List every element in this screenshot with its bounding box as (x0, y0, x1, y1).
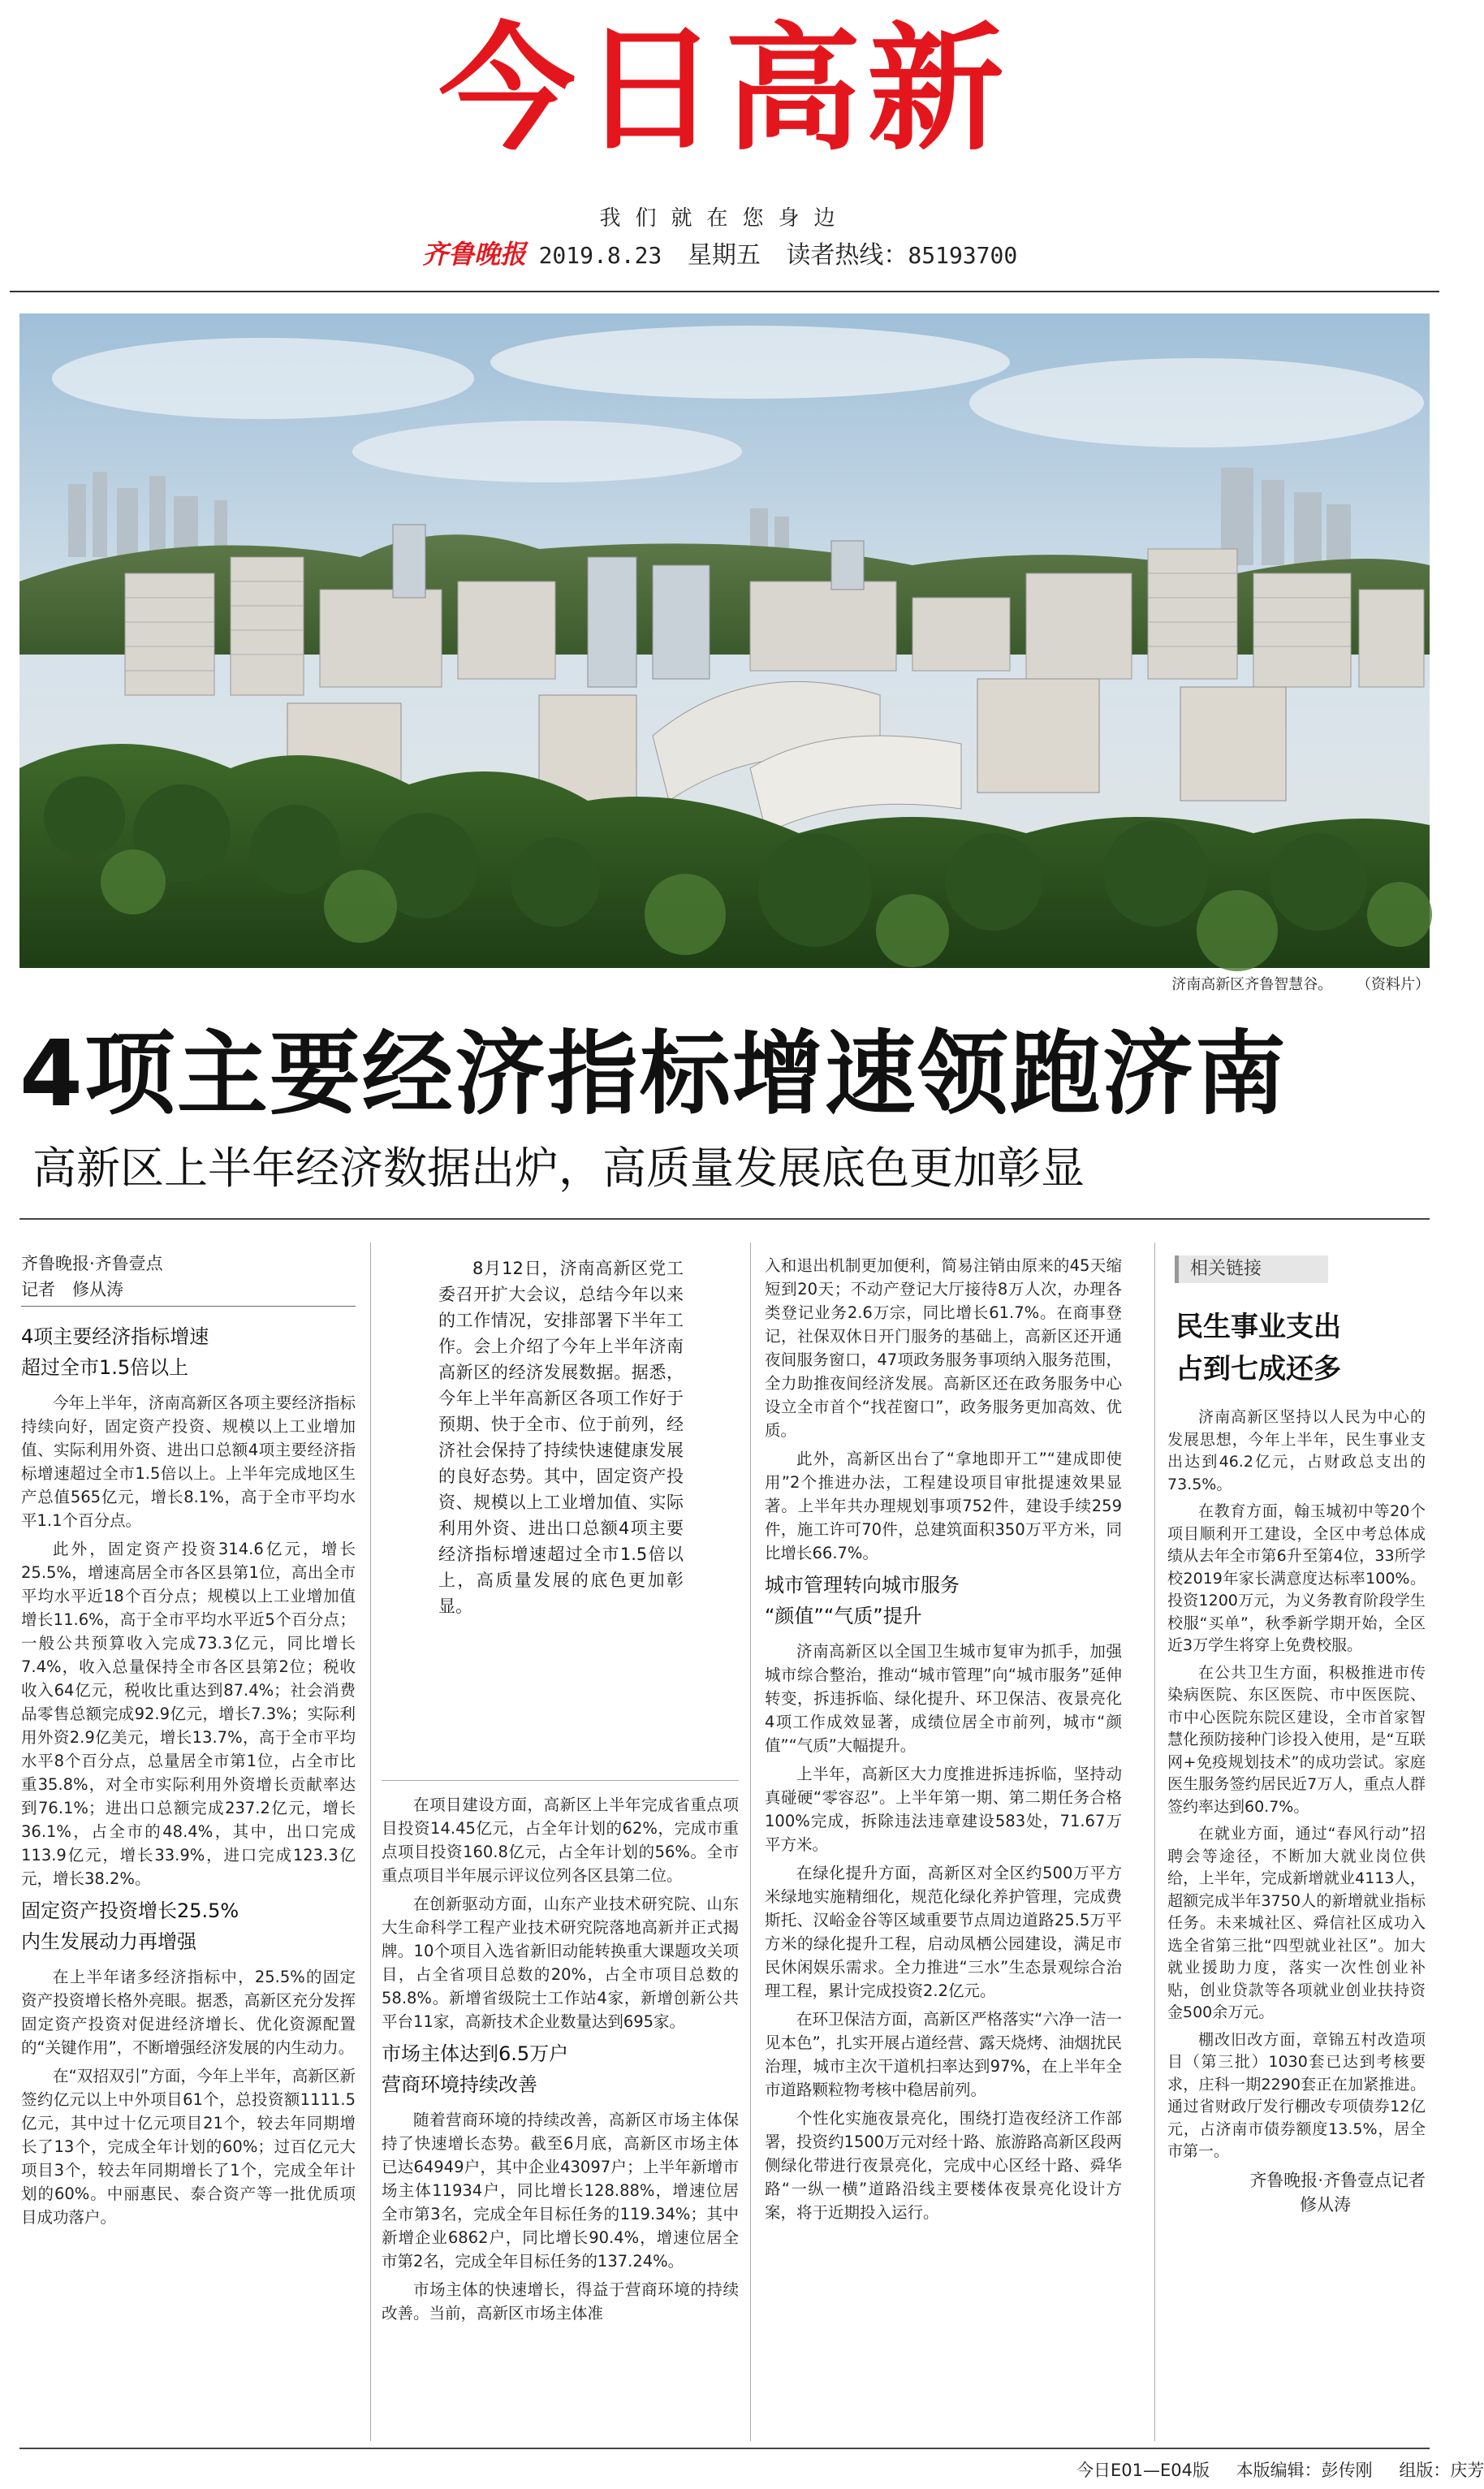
related-title (1176, 1306, 1419, 1390)
page-footer (1055, 2457, 1484, 2482)
photo-credit: （资料片） (1357, 976, 1430, 993)
masthead-divider (10, 291, 1439, 292)
column-divider (1154, 1242, 1155, 2441)
hotline-number: 85193700 (908, 242, 1018, 269)
paragraph: 棚改旧改方面，章锦五村改造项目（第三批）1030套已达到考核要求，庄科一期2290套正在加紧推进。通过省财政厅发行棚改专项债券12亿元，占济南市债券额度13.5%，居全市第一。 (1167, 2030, 1426, 2160)
photo-caption-text: 济南高新区齐鲁智慧谷。 (1171, 976, 1333, 993)
sub-headline: 高新区上半年经济数据出炉，高质量发展底色更加彰显 (32, 1143, 1085, 1194)
paragraph: 在教育方面，翰玉城初中等20个项目顺利开工建设，全区中考总体成绩从去年全市第6升至第4位，33所学校2019年家长满意度达标率100%。投资1200万元，为义务教育阶段学生校服“买单”，秋季新学期开始，全区近3万学生将穿上免费校服。 (1167, 1502, 1426, 1654)
signoff-source: 齐鲁晚报·齐鲁壹点记者 (1249, 2170, 1426, 2190)
paragraph: 今年上半年，济南高新区各项主要经济指标持续向好，固定资产投资、规模以上工业增加值、实际利用外资、进出口总额4项主要经济指标增速超过全市1.5倍以上。上半年完成地区生产总值565亿元，增长8.1%，高于全市平均水平1.1个百分点。 (21, 1394, 356, 1530)
paragraph: 入和退出机制更加便利，简易注销由原来的45天缩短到20天；不动产登记大厅接待8万人次，办理各类登记业务2.6万宗，同比增长61.7%。在商事登记，社保双休日开门服务的基础上，高新区还开通夜间服务窗口，47项政务服务事项纳入服务范围，全力助推夜间经济发展。高新区还在政务服务中心设立全市首个“找茬窗口”，政务服务更加高效、优质。 (765, 1256, 1122, 1440)
paragraph: 在就业方面，通过“春风行动”招聘会等途径，不断加大就业岗位供给，上半年，完成新增就业4113人，超额完成半年3750人的新增就业指标任务。未来城社区、舜信社区成功入选全省第三批“四型就业社区”。加大就业援助力度，落实一次性创业补贴，创业贷款等各项就业创业扶持资金500余万元。 (1167, 1825, 1426, 2021)
paragraph: 在环卫保洁方面，高新区严格落实“六净一洁一见本色”，扎实开展占道经营、露天烧烤、油烟扰民治理，城市主次干道机扫率达到97%，在上半年全市道路颗粒物考核中稳居前列。 (765, 2010, 1122, 2099)
photo-caption (1152, 973, 1430, 994)
paragraph: 上半年，高新区大力度推进拆违拆临，坚持动真碰硬“零容忍”。上半年第一期、第二期任务合格100%完成，拆除违法违章建设583处，71.67万平方米。 (765, 1765, 1122, 1854)
paragraph: 在创新驱动方面，山东产业技术研究院、山东大生命科学工程产业技术研究院落地高新并正式揭牌。10个项目入选省新旧动能转换重大课题攻关项目，占全省项目总数的20%，占全市项目总数的58.8%。新增省级院士工作站4家，新增创新公共平台11家，高新技术企业数量达到695家。 (382, 1895, 739, 2031)
signoff-reporter: 修从涛 (1300, 2194, 1351, 2215)
lead-paragraph: 8月12日，济南高新区党工委召开扩大会议，总结今年以来的工作情况，安排部署下半年工作。会上介绍了今年上半年济南高新区的经济发展数据。据悉，今年上半年高新区各项工作好于预期、快于全市、位于前列，经济社会保持了持续快速健康发展的良好态势。其中，固定资产投资、规模以上工业增加值、实际利用外资、进出口总额4项主要经济指标增速超过全市1.5倍以上，高质量发展的底色更加彰显。 (438, 1259, 684, 1616)
signoff (1167, 2168, 1426, 2217)
related-title-line: 占到七成还多 (1176, 1353, 1341, 1385)
footer-editor: 本版编辑：彭传刚 (1236, 2461, 1373, 2480)
headline-divider (19, 1218, 1430, 1220)
paragraph: 济南高新区以全国卫生城市复审为抓手，加强城市综合整治，推动“城市管理”向“城市服务”延伸转变，拆违拆临、绿化提升、环卫保洁、夜景亮化4项工作成效显著，成绩位居全市前列，城市“颜值”“气质”大幅提升。 (765, 1642, 1122, 1755)
hotline-label: 读者热线： (786, 241, 908, 270)
dateline (422, 234, 1234, 271)
footer-divider (19, 2448, 1430, 2449)
section-title-line: 城市管理转向城市服务 (765, 1574, 960, 1597)
section-title (382, 2038, 739, 2100)
paragraph: 随着营商环境的持续改善，高新区市场主体保持了快速增长态势。截至6月底，高新区市场主体已达64949户，其中企业43097户；上半年新增市场主体11934户，同比增长128.88%，增速位居全市第3名，完成全年目标任务的119.34%；其中新增企业6862户，同比增长90.4%，增速位居全市第2名，完成全年目标任务的137.24%。 (382, 2111, 739, 2271)
section-title-line: 4项主要经济指标增速 (21, 1325, 209, 1348)
brand-logo: 齐鲁晚报 (422, 239, 527, 270)
related-title-line: 民生事业支出 (1176, 1311, 1341, 1343)
paragraph: 在上半年诸多经济指标中，25.5%的固定资产投资增长格外亮眼。据悉，高新区充分发挥固定资产投资对促进经济增长、优化资源配置的“关键作用”，不断增强经济发展的内生动力。 (21, 1968, 356, 2057)
paragraph: 济南高新区坚持以人民为中心的发展思想，今年上半年，民生事业支出达到46.2亿元，占财政总支出的73.5%。 (1167, 1408, 1426, 1493)
byline-source: 齐鲁晚报·齐鲁壹点 (21, 1254, 163, 1273)
article-column-2 (382, 1793, 739, 2330)
paragraph: 在绿化提升方面，高新区对全区约500万平方米绿地实施精细化，规范化绿化养护管理，完成费斯托、汉峪金谷等区域重要节点周边道路25.5万平方米的绿化提升工程，启动凤栖公园建设，满足市民休闲娱乐需求。全力推进“三水”生态景观综合治理工程，累计完成投资2.2亿元。 (765, 1864, 1122, 2000)
section-title-line: 市场主体达到6.5万户 (382, 2042, 569, 2065)
section-title-line: 内生发展动力再增强 (21, 1930, 196, 1953)
byline-reporter: 记者 修从涛 (21, 1277, 356, 1307)
issue-date: 2019.8.23 (538, 242, 662, 269)
paragraph: 在公共卫生方面，积极推进市传染病医院、东区医院、市中医医院、市中心医院东院区建设，全市首家智慧化预防接种门诊投入使用，是“互联网+免疫规划技术”的成功尝试。家庭医生服务签约居民近7万人，重点人群签约率达到60.7%。 (1167, 1663, 1426, 1816)
section-title-line: 超过全市1.5倍以上 (21, 1356, 189, 1379)
column-divider (370, 1242, 371, 2441)
section-title-line: 固定资产投资增长25.5% (21, 1899, 239, 1922)
section-title-line: “颜值”“气质”提升 (765, 1605, 922, 1627)
main-headline: 4项主要经济指标增速领跑济南 (19, 1022, 1288, 1127)
paragraph: 市场主体的快速增长，得益于营商环境的持续改善。当前，高新区市场主体准 (382, 2280, 739, 2323)
footer-layout: 组版：庆芳 (1399, 2461, 1484, 2480)
footer-pages: 今日E01—E04版 (1076, 2461, 1210, 2480)
article-column-3 (765, 1254, 1122, 2229)
paragraph: 此外，高新区出台了“拿地即开工”“建成即使用”2个推进办法，工程建设项目审批提速效果显著。上半年共办理规划事项752件，建设手续259件，施工许可70件，总建筑面积350万平方米，同比增长66.7%。 (765, 1450, 1122, 1562)
paragraph: 在项目建设方面，高新区上半年完成省重点项目投资14.45亿元，占全年计划的62%，完成市重点项目投资160.8亿元，占全年计划的56%。全市重点项目半年展示评议位列各区县第二位。 (382, 1795, 739, 1885)
paragraph: 此外，固定资产投资314.6亿元，增长25.5%，增速高居全市各区县第1位，高出全市平均水平近18个百分点；规模以上工业增加值增长11.6%，高于全市平均水平近5个百分点；一般公共预算收入完成73.3亿元，同比增长7.4%，收入总量保持全市各区县第2位；税收收入64亿元，税收比重达到87.4%；社会消费品零售总额完成92.9亿元，增长7.3%；实际利用外资2.9亿美元，增长13.7%，高于全市平均水平8个百分点，总量居全市第1位，占全市比重35.8%，对全市实际利用外资增长贡献率达到76.1%；进出口总额完成237.2亿元，增长36.1%，占全市的48.4%，其中，出口完成113.9亿元，增长33.9%，进口完成123.3亿元，增长38.2%。 (21, 1540, 356, 1888)
related-article (1167, 1407, 1426, 2217)
lead-box-divider (382, 1780, 739, 1781)
lead-summary (438, 1255, 684, 1619)
masthead-slogan: 我们就在您身边 (599, 206, 850, 231)
article-column-1 (21, 1251, 356, 2234)
paragraph: 在“双招双引”方面，今年上半年，高新区新签约亿元以上中外项目61个，总投资额1111.5亿元，其中过十亿元项目21个，较去年同期增长了13个，完成全年计划的60%；过百亿元大项目3个，较去年同期增长了1个，完成全年计划的60%。中丽惠民、泰合资产等一批优质项目成功落户。 (21, 2067, 356, 2227)
issue-weekday: 星期五 (687, 241, 761, 270)
section-title (21, 1321, 356, 1383)
related-link-label: 相关链接 (1175, 1255, 1328, 1283)
city-panorama-photo (19, 313, 1430, 968)
section-title (21, 1895, 356, 1957)
paragraph: 个性化实施夜景亮化，围绕打造夜经济工作部署，投资约1500万元对经十路、旅游路高新区段两侧绿化带进行夜景亮化，完成中心区经十路、舜华路“一纵一横”道路沿线主要楼体夜景亮化设计方案，将于近期投入运行。 (765, 2109, 1122, 2222)
column-divider (750, 1242, 751, 2441)
section-title-line: 营商环境持续改善 (382, 2073, 537, 2096)
section-title (765, 1570, 1122, 1631)
masthead-title: 今日高新 (438, 10, 1011, 169)
